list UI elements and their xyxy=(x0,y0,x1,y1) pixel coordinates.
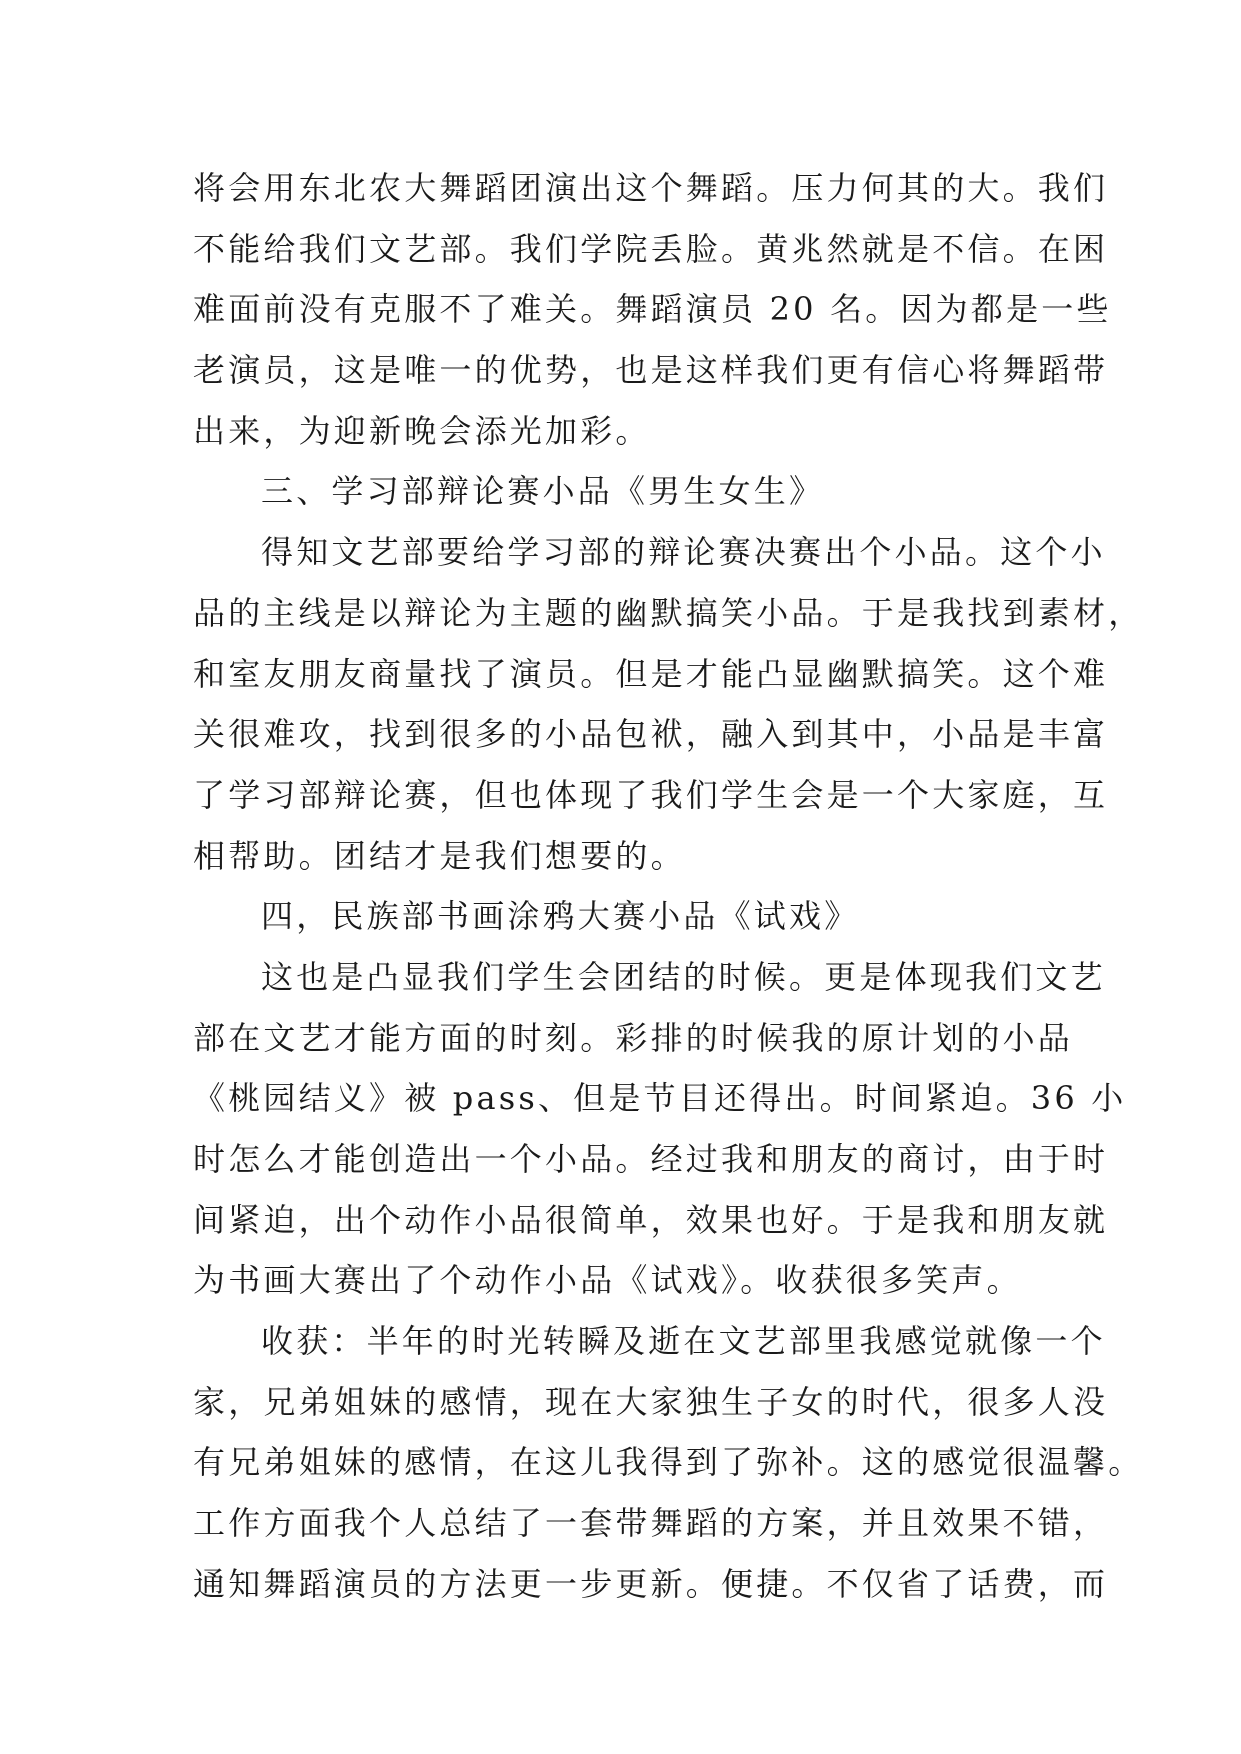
text-line: 部在文艺才能方面的时刻。彩排的时候我的原计划的小品 xyxy=(193,1018,1074,1057)
text-line: 了学习部辩论赛，但也体现了我们学生会是一个大家庭，互 xyxy=(193,775,1109,814)
text-line: 难面前没有克服不了难关。舞蹈演员 20 名。因为都是一些 xyxy=(193,290,1112,329)
text-line: 有兄弟姐妹的感情，在这儿我得到了弥补。这的感觉很温馨。 xyxy=(193,1443,1144,1482)
text-line: 家，兄弟姐妹的感情，现在大家独生子女的时代，很多人没 xyxy=(193,1382,1109,1421)
text-line: 《桃园结义》被 pass、但是节目还得出。时间紧迫。36 小 xyxy=(193,1079,1127,1118)
text-line: 得知文艺部要给学习部的辩论赛决赛出个小品。这个小 xyxy=(261,533,1106,572)
text-line: 出来，为迎新晚会添光加彩。 xyxy=(193,411,651,450)
text-line: 间紧迫，出个动作小品很简单，效果也好。于是我和朋友就 xyxy=(193,1200,1109,1239)
section-heading: 四，民族部书画涂鸦大赛小品《试戏》 xyxy=(261,897,860,936)
text-line: 将会用东北农大舞蹈团演出这个舞蹈。压力何其的大。我们 xyxy=(193,169,1109,207)
text-line: 收获：半年的时光转瞬及逝在文艺部里我感觉就像一个 xyxy=(261,1322,1106,1361)
text-line: 为书画大赛出了个动作小品《试戏》。收获很多笑声。 xyxy=(193,1261,1022,1300)
section-heading: 三、学习部辩论赛小品《男生女生》 xyxy=(261,472,825,511)
body-text xyxy=(193,158,1144,1615)
text-line: 相帮助。团结才是我们想要的。 xyxy=(193,836,686,875)
text-line: 老演员，这是唯一的优势，也是这样我们更有信心将舞蹈带 xyxy=(193,351,1109,390)
text-line: 时怎么才能创造出一个小品。经过我和朋友的商讨，由于时 xyxy=(193,1140,1109,1178)
text-line: 和室友朋友商量找了演员。但是才能凸显幽默搞笑。这个难 xyxy=(193,654,1109,693)
text-line: 不能给我们文艺部。我们学院丢脸。黄兆然就是不信。在困 xyxy=(193,229,1109,268)
text-line: 工作方面我个人总结了一套带舞蹈的方案，并且效果不错， xyxy=(193,1504,1109,1543)
text-line: 品的主线是以辩论为主题的幽默搞笑小品。于是我找到素材， xyxy=(193,593,1144,632)
text-line: 通知舞蹈演员的方法更一步更新。便捷。不仅省了话费，而 xyxy=(193,1564,1109,1603)
text-line: 这也是凸显我们学生会团结的时候。更是体现我们文艺 xyxy=(261,957,1106,996)
text-line: 关很难攻，找到很多的小品包袱，融入到其中，小品是丰富 xyxy=(193,715,1109,754)
